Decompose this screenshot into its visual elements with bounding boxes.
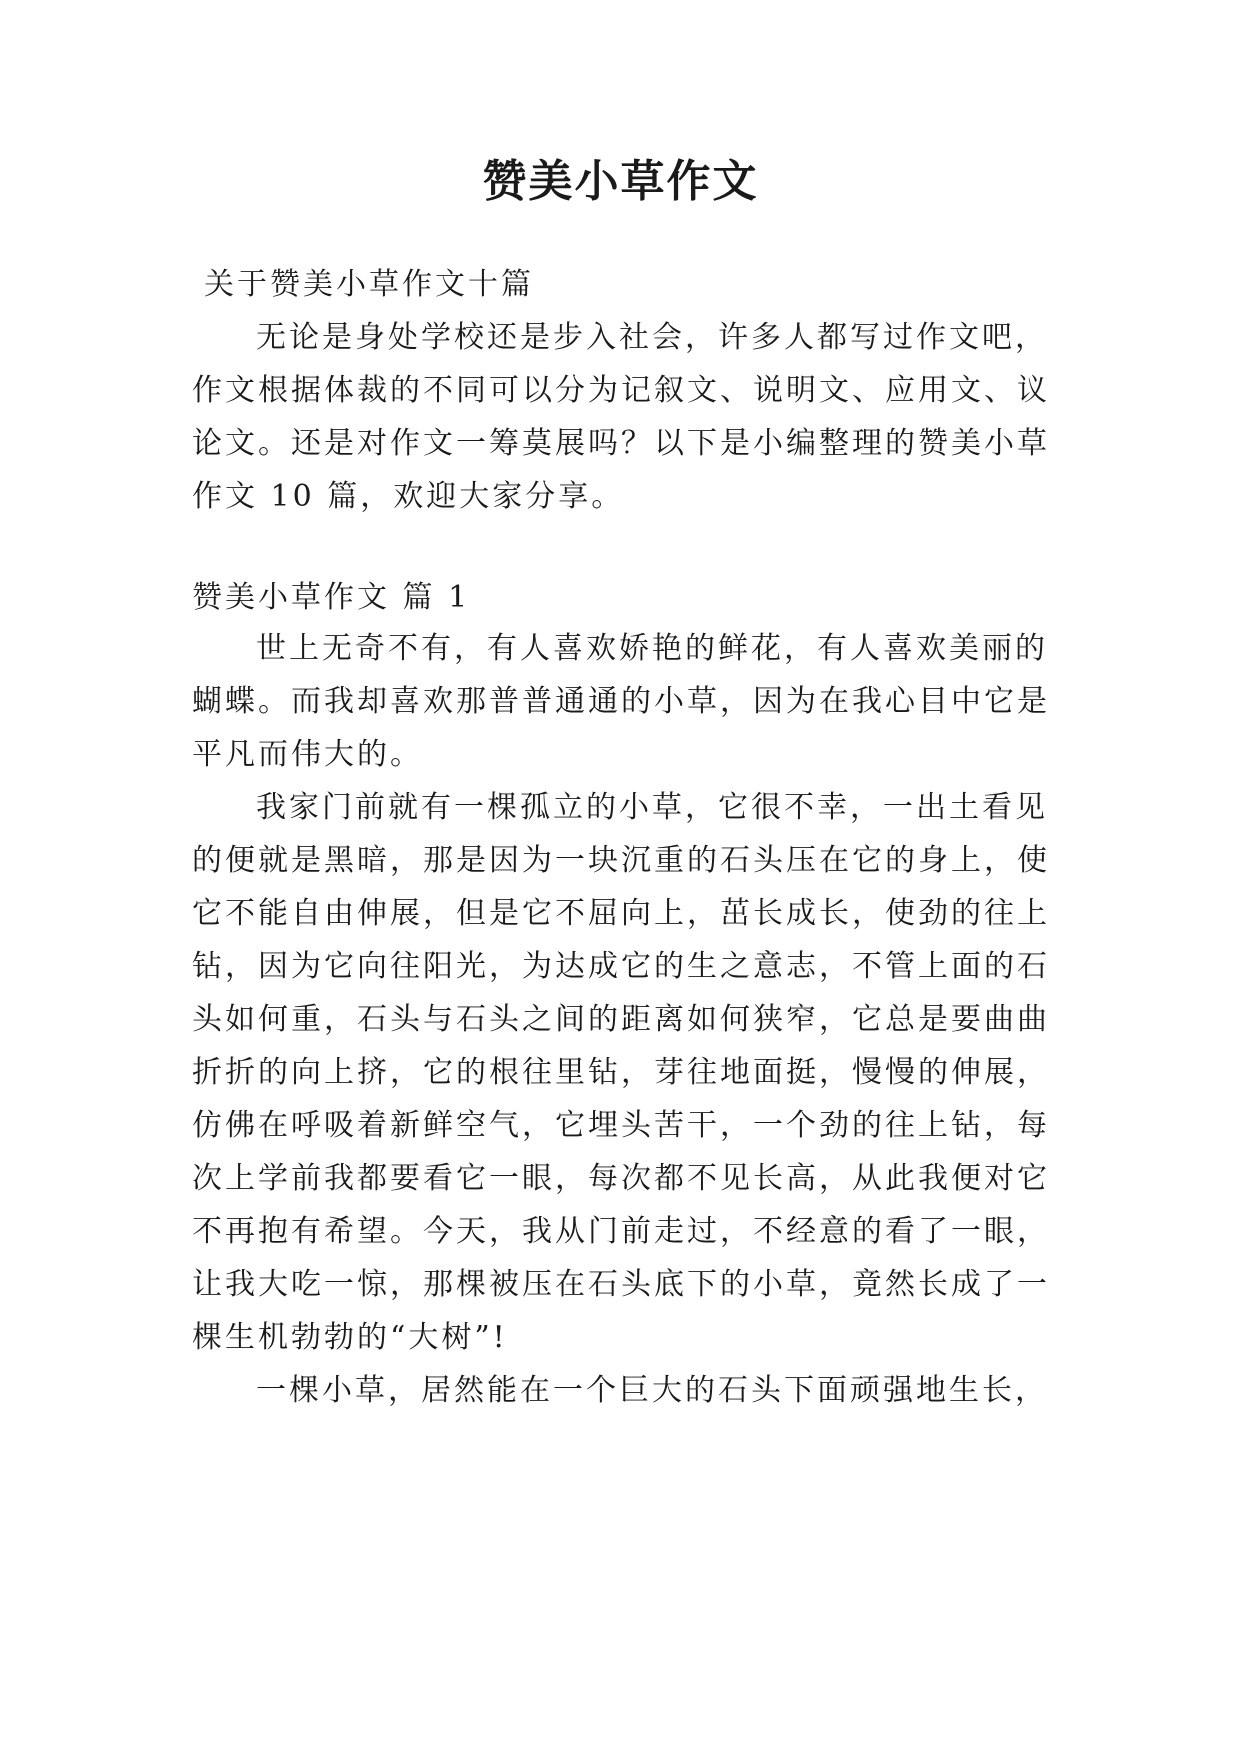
paragraph-line: 它不能自由伸展，但是它不屈向上，茁长成长，使劲的往上 [192,896,1050,931]
paragraph-line: 一棵小草，居然能在一个巨大的石头下面顽强地生长， [256,1373,1048,1408]
paragraph-line: 钻，因为它向往阳光，为达成它的生之意志，不管上面的石 [192,949,1050,984]
paragraph-line: 世上无奇不有，有人喜欢娇艳的鲜花，有人喜欢美丽的 [256,631,1048,666]
intro-line: 作文 10 篇，欢迎大家分享。 [192,479,625,514]
paragraph-line: 我家门前就有一棵孤立的小草，它很不幸，一出土看见 [256,790,1048,825]
paragraph-line: 折折的向上挤，它的根往里钻，芽往地面挺，慢慢的伸展， [192,1055,1050,1090]
paragraph-line: 头如何重，石头与石头之间的距离如何狭窄，它总是要曲曲 [192,1002,1050,1037]
paragraph-line: 的便就是黑暗，那是因为一块沉重的石头压在它的身上，使 [192,843,1050,878]
intro-line: 论文。还是对作文一筹莫展吗？以下是小编整理的赞美小草 [192,426,1050,461]
paragraph-line: 棵生机勃勃的“大树”! [192,1320,508,1355]
section-heading: 赞美小草作文 篇 1 [192,580,471,615]
paragraph-line: 蝴蝶。而我却喜欢那普普通通的小草，因为在我心目中它是 [192,684,1050,719]
paragraph-line: 仿佛在呼吸着新鲜空气，它埋头苦干，一个劲的往上钻，每 [192,1108,1050,1143]
document-subtitle: 关于赞美小草作文十篇 [204,267,534,302]
paragraph-line: 不再抱有希望。今天，我从门前走过，不经意的看了一眼， [192,1214,1050,1249]
intro-line: 无论是身处学校还是步入社会，许多人都写过作文吧， [256,320,1048,355]
paragraph-line: 平凡而伟大的。 [192,737,423,772]
document-title: 赞美小草作文 [482,156,759,207]
paragraph-line: 让我大吃一惊，那棵被压在石头底下的小草，竟然长成了一 [192,1267,1050,1302]
paragraph-line: 次上学前我都要看它一眼，每次都不见长高，从此我便对它 [192,1161,1050,1196]
intro-line: 作文根据体裁的不同可以分为记叙文、说明文、应用文、议 [192,373,1050,408]
